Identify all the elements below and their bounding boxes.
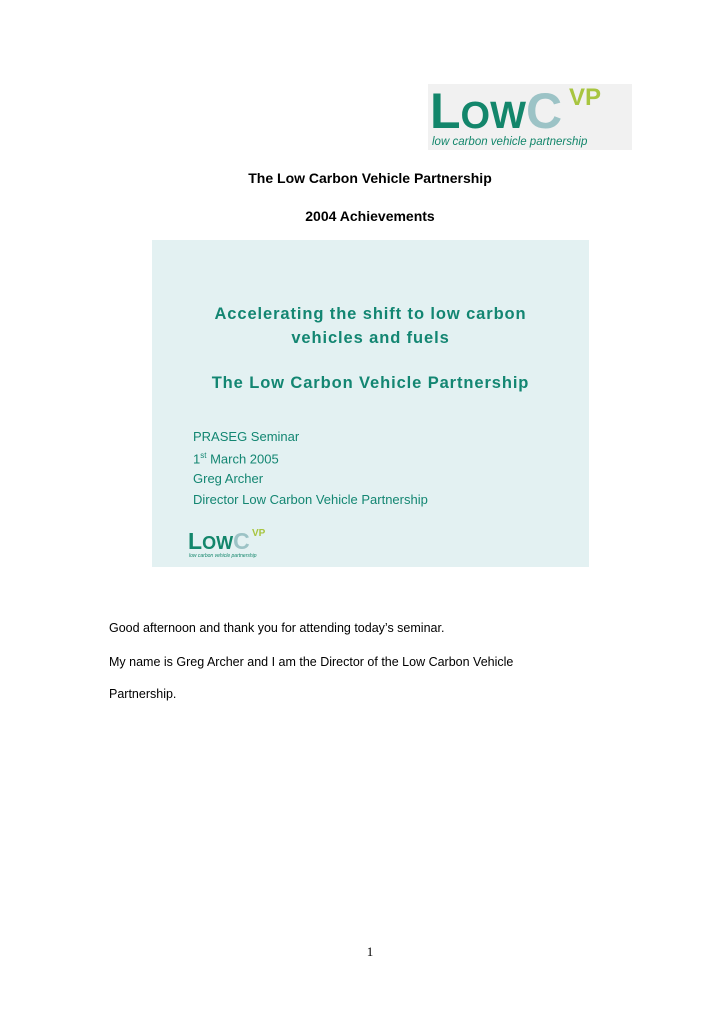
slide-date-suffix: st — [200, 451, 207, 460]
slide-date-rest: March 2005 — [206, 451, 279, 467]
slide-headline-line1: Accelerating the shift to low carbon — [214, 305, 527, 323]
slide-event: PRASEG Seminar — [193, 429, 300, 444]
slide-logo-vp: VP — [252, 528, 266, 539]
body-paragraph-2: My name is Greg Archer and I am the Director of the Low Carbon Vehicle — [109, 655, 514, 669]
logo-vp: VP — [569, 84, 602, 111]
slide-org-name: The Low Carbon Vehicle Partnership — [211, 374, 530, 392]
page-number: 1 — [366, 944, 374, 959]
slide-logo-wordmark: LOWC — [188, 528, 250, 554]
slide-lowcvp-logo — [188, 530, 288, 560]
slide-speaker: Greg Archer — [193, 471, 264, 486]
document-title: The Low Carbon Vehicle Partnership — [248, 170, 492, 186]
document-subtitle: 2004 Achievements — [305, 208, 435, 224]
slide-headline-line2: vehicles and fuels — [291, 329, 450, 347]
slide-image — [152, 240, 589, 567]
slide-date — [193, 451, 279, 466]
lowcvp-logo — [428, 84, 632, 150]
body-paragraph-1: Good afternoon and thank you for attending today’s seminar. — [109, 621, 445, 635]
slide-logo-tagline: low carbon vehicle partnership — [189, 553, 257, 559]
slide-role: Director Low Carbon Vehicle Partnership — [193, 492, 428, 507]
logo-tagline: low carbon vehicle partnership — [432, 136, 588, 148]
slide-date-day: 1 — [193, 451, 201, 467]
body-paragraph-3: Partnership. — [109, 687, 177, 701]
logo-wordmark: LOWC — [430, 83, 563, 139]
